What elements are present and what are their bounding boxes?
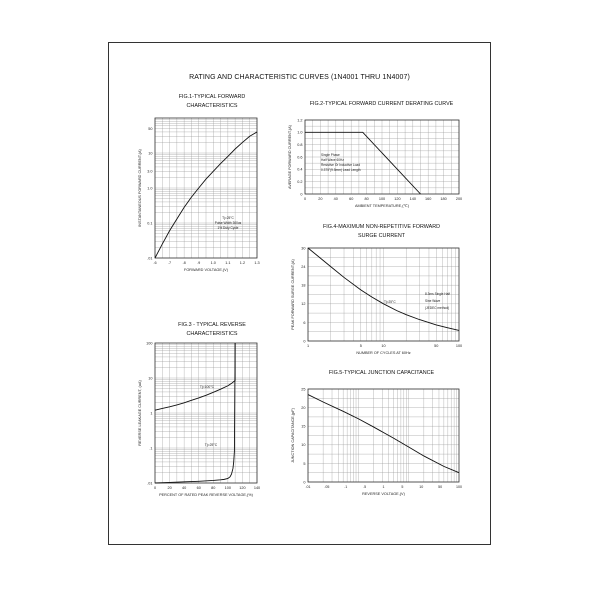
fig5-ytick-label: 15: [301, 424, 306, 429]
fig4-xlabel: NUMBER OF CYCLES AT 60Hz: [356, 351, 411, 355]
fig4-annotation: (JEDEC method): [425, 306, 450, 310]
fig5-chart: [291, 387, 462, 496]
fig4-ytick-label: 30: [301, 246, 306, 251]
fig3-xtick-label: 40: [182, 486, 187, 490]
fig2-ylabel: AVERAGE FORWARD CURRENT,(A): [288, 125, 292, 189]
fig2-annotation: Resistive Or Inductive Load: [321, 163, 360, 167]
fig1-xtick-label: .8: [182, 261, 186, 265]
fig2-chart: [288, 118, 462, 208]
fig2-ytick-label: 0.8: [297, 143, 303, 148]
fig5-xtick-label: 5: [401, 485, 404, 489]
fig5-ytick-label: 5: [303, 461, 306, 466]
fig2-xtick-label: 80: [364, 197, 369, 201]
fig2-ytick-label: 0.6: [297, 155, 303, 160]
fig1-xtick-label: .6: [153, 261, 157, 265]
fig2-xtick-label: 160: [425, 197, 432, 201]
fig1-xtick-label: 1.1: [225, 261, 231, 265]
fig4-title-line: SURGE CURRENT: [357, 232, 406, 239]
fig3-xtick-label: 20: [167, 486, 172, 490]
fig1-ytick-label: .01: [147, 256, 153, 261]
fig4-ytick-label: 18: [301, 283, 306, 288]
fig3-title-line: CHARACTERISTICS: [186, 330, 238, 337]
fig2-annotation: Half Wave 60Hz: [321, 158, 344, 162]
fig2-xtick-label: 140: [409, 197, 416, 201]
fig1-ytick-label: 3.0: [147, 169, 153, 174]
fig4-title-line: FIG.4-MAXIMUM NON-REPETITIVE FORWARD: [322, 224, 441, 230]
fig2-ytick-label: 0.2: [297, 180, 303, 185]
fig1-ytick-label: 0.1: [147, 221, 153, 226]
fig3-series-label: Tj=100°C: [199, 385, 215, 389]
fig4-annotation: 8.3ms Single Half: [425, 292, 450, 296]
fig2-xlabel: AMBIENT TEMPERATURE,(℃): [354, 204, 410, 208]
fig5-xlabel: REVERSE VOLTAGE,(V): [362, 492, 405, 496]
fig1-ylabel: INSTANTANEOUS FORWARD CURRENT,(A): [138, 149, 142, 227]
fig1-title-line: FIG.1-TYPICAL FORWARD: [178, 94, 246, 100]
fig3-series-line: [155, 343, 235, 410]
fig2-ytick-label: 1.0: [297, 130, 303, 135]
fig3-xlabel: PERCENT OF RATED PEAK REVERSE VOLTAGE,(%): [159, 493, 253, 497]
fig5-series-line: [308, 395, 459, 473]
fig5-xtick-label: 100: [456, 485, 462, 489]
fig5-ytick-label: 25: [301, 387, 306, 392]
fig1-annotation: Pulse Width 300us: [214, 221, 242, 225]
fig2-ytick-label: 0: [300, 192, 303, 197]
fig1-xtick-label: 1.3: [254, 261, 260, 265]
fig2-xtick-label: 180: [440, 197, 447, 201]
fig5-xtick-label: 10: [419, 485, 424, 489]
fig3-xtick-label: 120: [239, 486, 246, 490]
fig1-ytick-label: 10: [148, 151, 153, 156]
fig3-xtick-label: 140: [253, 486, 261, 490]
fig4-xtick-label: 10: [381, 344, 386, 348]
fig2-ytick-label: 1.2: [297, 118, 303, 123]
fig2-xtick-label: 120: [394, 197, 401, 201]
fig2-annotation: Single Phase: [321, 153, 340, 157]
fig5-xtick-label: .01: [305, 485, 311, 489]
fig5-xtick-label: .5: [363, 485, 367, 489]
fig3-ytick-label: .01: [147, 481, 153, 486]
fig3-xtick-label: 0: [153, 486, 157, 490]
fig5-xtick-label: .05: [324, 485, 330, 489]
fig1-xlabel: FORWARD VOLTAGE,(V): [184, 268, 228, 272]
fig3-ylabel: REVERSE LEAKAGE CURRENT, (uA): [138, 380, 142, 446]
fig4-ylabel: PEAK FORWARD SURGE CURRENT,(A): [291, 259, 295, 330]
fig5-xtick-label: 1: [382, 485, 385, 489]
fig5-title-line: FIG.5-TYPICAL JUNCTION CAPACITANCE: [328, 370, 435, 376]
fig2-xtick-label: 20: [318, 197, 323, 201]
fig1-xtick-label: .7: [167, 261, 172, 265]
fig2-xtick-label: 200: [455, 197, 463, 201]
fig3-ytick-label: 10: [148, 376, 153, 381]
fig3-title-line: FIG.3 - TYPICAL REVERSE: [178, 322, 246, 328]
fig4-xtick-label: 5: [359, 344, 362, 348]
fig4-ytick-label: 24: [301, 265, 306, 269]
fig1-title-line: CHARACTERISTICS: [186, 102, 238, 109]
fig3-ytick-label: 100: [146, 341, 153, 346]
fig4-ytick-label: 0: [303, 339, 306, 344]
fig1-annotation: Tj=25°C: [222, 216, 234, 220]
fig4-xtick-label: 50: [434, 344, 439, 348]
fig1-xtick-label: .9: [197, 261, 201, 265]
fig4-annotation: Sine Wave: [425, 299, 441, 303]
fig2-xtick-label: 100: [378, 197, 386, 201]
fig4-ytick-label: 6: [303, 320, 306, 325]
fig2-title-line: FIG.2-TYPICAL FORWARD CURRENT DERATING CURVE: [309, 101, 454, 107]
fig2-xtick-label: 40: [333, 197, 338, 201]
fig5-ytick-label: 0: [303, 480, 306, 485]
charts-canvas: [109, 43, 492, 546]
datasheet-page: [108, 42, 491, 545]
fig3-ytick-label: 1: [150, 411, 153, 416]
fig3-chart: [138, 341, 260, 497]
fig1-ytick-label: 50: [148, 126, 153, 131]
fig5-xtick-label: .1: [344, 485, 348, 489]
fig4-xtick-label: 1: [306, 344, 310, 348]
fig5-xtick-label: 50: [438, 485, 443, 489]
fig1-xtick-label: 1.2: [239, 261, 246, 265]
fig3-ytick-label: .1: [149, 446, 153, 451]
fig4-annotation: Tj=25°C: [384, 300, 396, 304]
fig3-xtick-label: 60: [196, 486, 201, 490]
fig3-series-label: Tj=25°C: [204, 443, 218, 447]
fig5-ytick-label: 20: [301, 406, 306, 410]
fig3-xtick-label: 100: [224, 486, 232, 490]
fig2-xtick-label: 0: [303, 197, 307, 201]
fig3-xtick-label: 80: [211, 486, 216, 490]
page-title: RATING AND CHARACTERISTIC CURVES (1N4001 THRU 1N4007): [189, 74, 410, 81]
fig1-ytick-label: 1.0: [147, 186, 153, 191]
fig2-ytick-label: 0.4: [297, 167, 303, 172]
fig1-xtick-label: 1.0: [210, 261, 216, 265]
fig2-xtick-label: 60: [349, 197, 354, 201]
fig4-chart: [291, 246, 462, 355]
fig5-ytick-label: 10: [301, 443, 306, 448]
fig1-annotation: 1% Duty Cycle: [217, 226, 239, 230]
fig4-ytick-label: 12: [301, 302, 306, 307]
fig1-chart: [138, 118, 260, 272]
fig5-ylabel: JUNCTION CAPACITANCE,(pF): [291, 408, 295, 463]
fig2-annotation: 0.375"(9.5mm) Lead Length: [321, 168, 361, 172]
fig4-xtick-label: 100: [455, 344, 463, 348]
